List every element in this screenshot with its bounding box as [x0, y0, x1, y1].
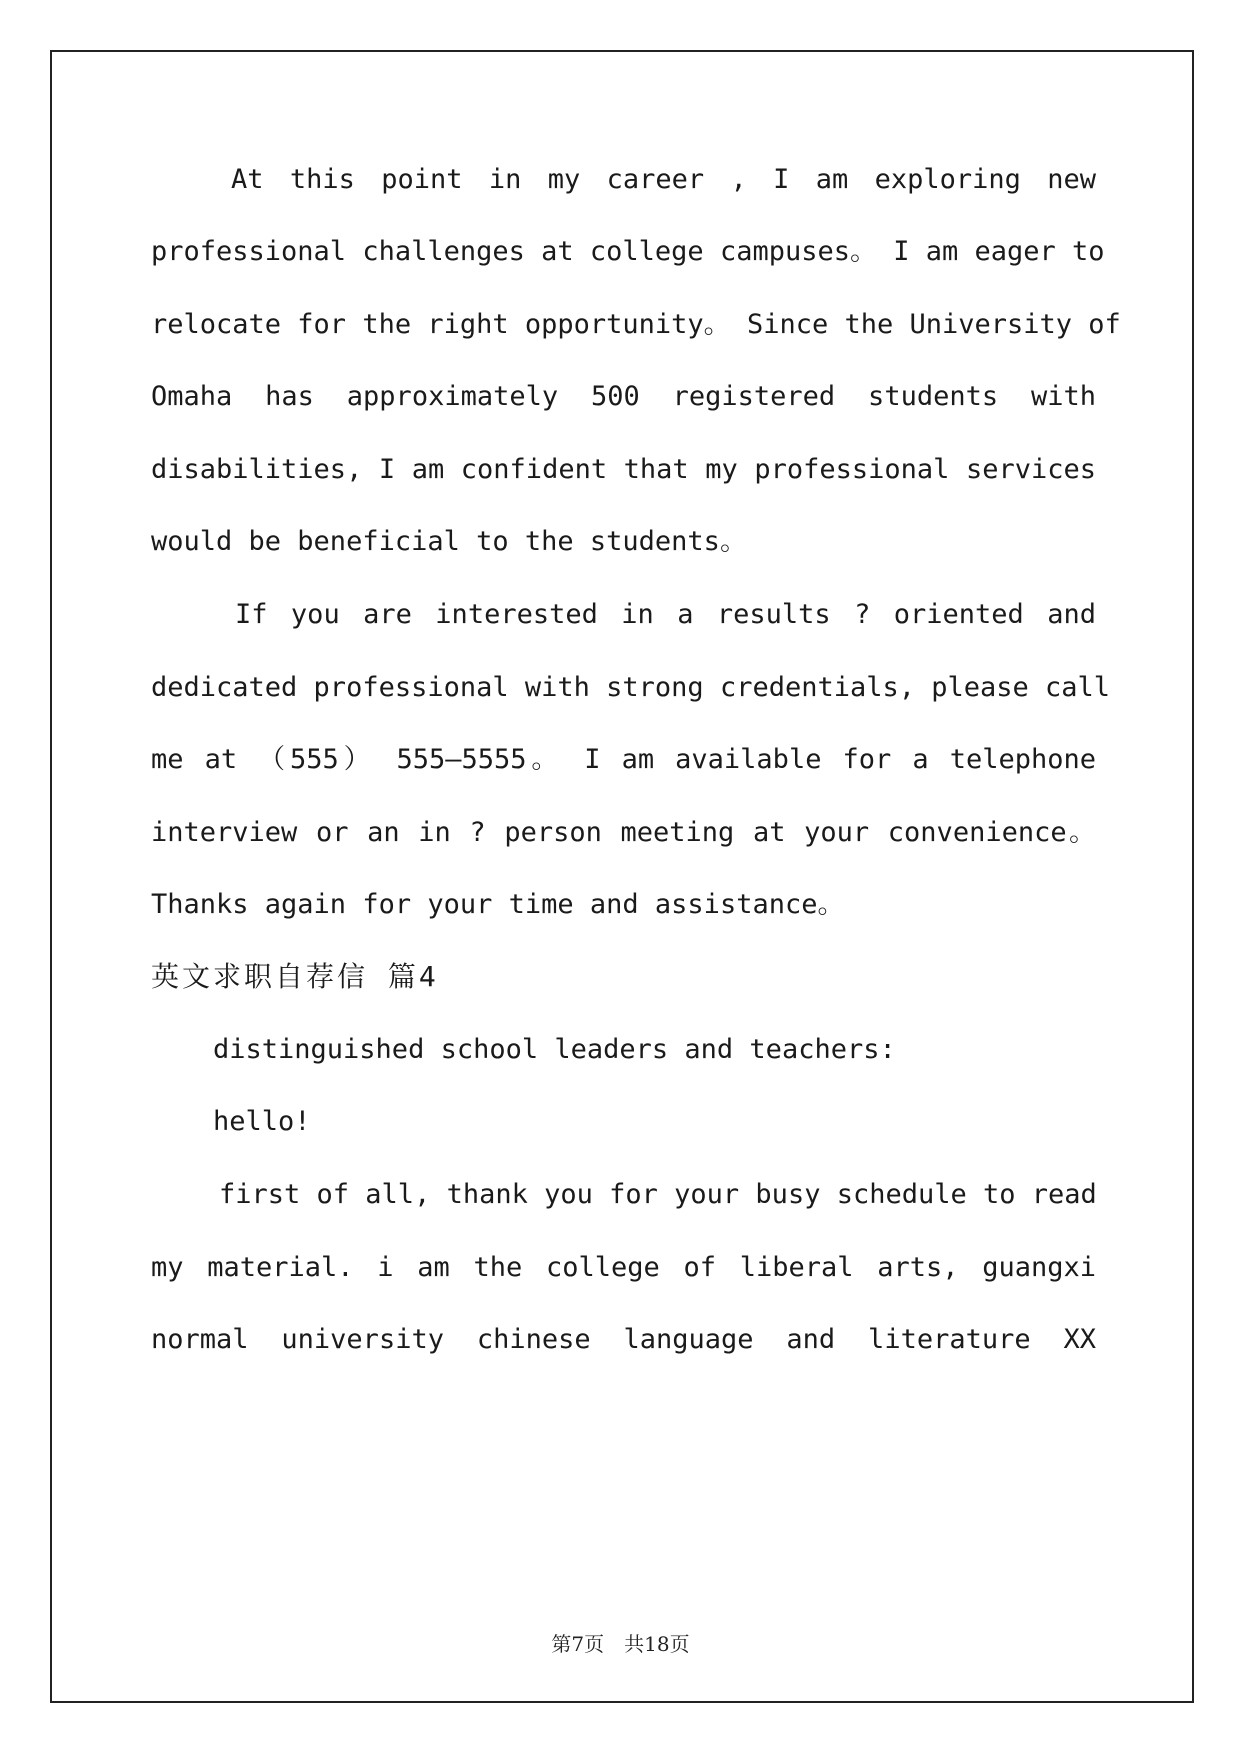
paragraph-1-line-3: relocate for the right opportunity。 Since the University of	[151, 309, 1121, 340]
page-border	[50, 50, 1194, 1703]
paragraph-1-line-1: At this point in my career , I am exploring new	[231, 164, 1096, 195]
paragraph-1-line-2: professional challenges at college campuses。 I am eager to	[151, 236, 1105, 267]
paragraph-2-line-4: interview or an in ? person meeting at your convenience。	[151, 817, 1096, 848]
paragraph-2-line-5: Thanks again for your time and assistance。	[151, 889, 845, 920]
paragraph-3-line-1: first of all, thank you for your busy schedule to read	[219, 1179, 1097, 1210]
section-heading: 英文求职自荐信 篇4	[151, 960, 439, 993]
salutation: distinguished school leaders and teachers:	[213, 1034, 896, 1065]
paragraph-3-line-2: my material. i am the college of liberal arts, guangxi	[151, 1252, 1096, 1283]
page-number: 第7页 共18页	[551, 1632, 690, 1656]
paragraph-2-line-2: dedicated professional with strong credentials, please call	[151, 672, 1111, 703]
paragraph-2-line-3: me at （555） 555—5555。 I am available for a telephone	[151, 744, 1096, 775]
paragraph-1-line-4: Omaha has approximately 500 registered students with	[151, 381, 1096, 412]
paragraph-3-line-3: normal university chinese language and literature XX	[151, 1324, 1096, 1355]
paragraph-1-line-5: disabilities, I am confident that my professional services	[151, 454, 1096, 485]
greeting: hello!	[213, 1106, 311, 1137]
paragraph-2-line-1: If you are interested in a results ? oriented and	[235, 599, 1096, 630]
paragraph-1-line-6: would be beneficial to the students。	[151, 526, 747, 557]
